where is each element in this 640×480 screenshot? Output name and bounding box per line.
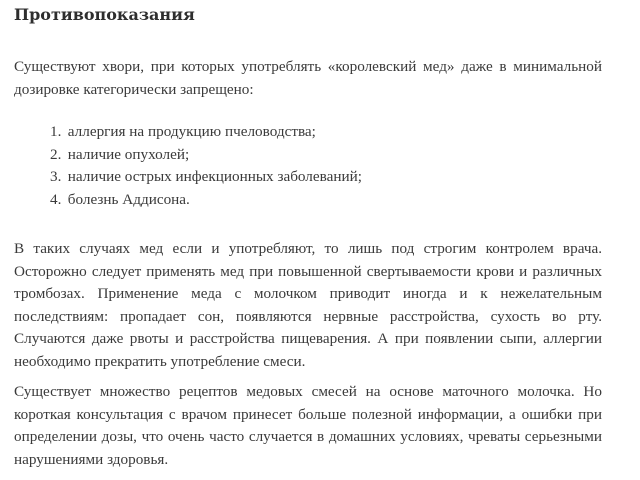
list-item-number: 4. xyxy=(50,190,62,208)
contraindications-list xyxy=(50,121,362,211)
list-item xyxy=(50,189,362,212)
list-item-text: аллергия на продукцию пчеловодства; xyxy=(67,123,316,140)
precautions-paragraph: В таких случаях мед если и употребляют, то лишь под строгим контролем врача. Осторожно следует применять мед при повышенной свертываемости крови и различных тромбозах. Применение меда с молочком приводит иногда и к нежелательным последствиям: пропадает сон, появляются нервные расстройства, сухость во рту. Случаются даже рвоты и расстройства пищеварения. А при появлении сыпи, аллергии необходимо прекратить употребление смеси. xyxy=(14,240,602,370)
list-item xyxy=(50,121,362,144)
list-item xyxy=(50,144,362,167)
list-item-number: 2. xyxy=(50,145,62,163)
list-item-number: 3. xyxy=(50,168,62,186)
list-item xyxy=(50,166,362,189)
intro-paragraph: Существуют хвори, при которых употреблять «королевский мед» даже в минимальной дозировке категорически запрещено: xyxy=(14,58,602,98)
list-item-text: болезнь Аддисона. xyxy=(67,190,190,208)
list-item-number: 1. xyxy=(50,123,62,140)
recipes-paragraph: Существует множество рецептов медовых смесей на основе маточного молочка. Но короткая консультация с врачом принесет больше полезной информации, а ошибки при определении дозы, что очень часто случается в домашних условиях, чреваты серьезными нарушениями здоровья. xyxy=(14,383,602,468)
list-item-text: наличие опухолей; xyxy=(67,145,190,163)
list-item-text: наличие острых инфекционных заболеваний; xyxy=(67,168,362,186)
section-heading: Противопоказания xyxy=(14,5,195,24)
